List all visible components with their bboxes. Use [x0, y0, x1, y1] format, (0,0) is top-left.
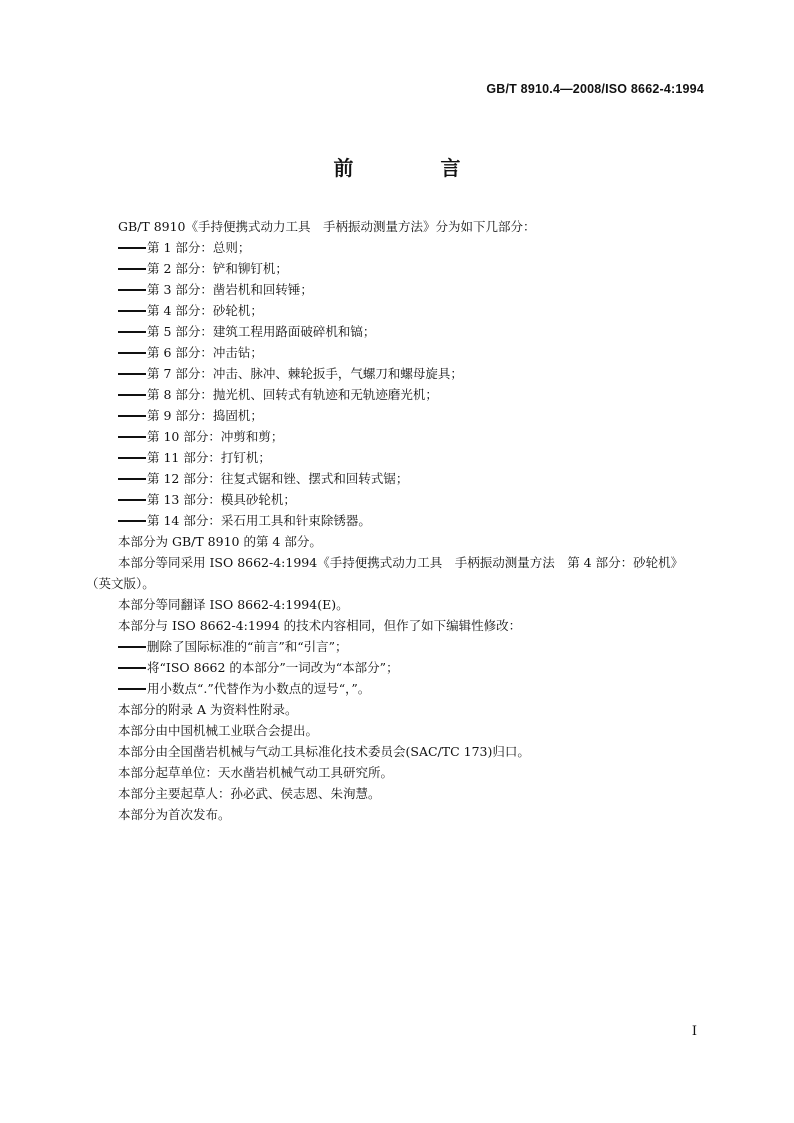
part-list-item-3	[90, 279, 705, 300]
modification-label: 删除了国际标准的“前言”和“引言”；	[147, 639, 348, 654]
dash-mark	[118, 310, 146, 312]
part-list-item-11	[90, 447, 705, 468]
dash-mark	[118, 373, 146, 375]
dash-mark	[118, 499, 146, 501]
foreword-body	[86, 216, 705, 825]
part-list-item-4	[90, 300, 705, 321]
part-label: 第 2 部分：铲和铆钉机；	[147, 261, 288, 276]
drafters-paragraph: 本部分主要起草人：孙必武、侯志恩、朱洵慧。	[118, 786, 381, 801]
dash-mark	[118, 331, 146, 333]
part-label: 第 7 部分：冲击、脉冲、棘轮扳手，气螺刀和螺母旋具；	[147, 366, 463, 381]
part-label: 第 8 部分：抛光机、回转式有轨迹和无轨迹磨光机；	[147, 387, 438, 402]
annex-paragraph: 本部分的附录 A 为资料性附录。	[118, 702, 298, 717]
dash-mark	[118, 520, 146, 522]
part-label: 第 10 部分：冲剪和剪；	[147, 429, 284, 444]
adoption-paragraph: 本部分等同采用 ISO 8662-4:1994《手持便携式动力工具 手柄振动测量方法 第 4 部分：砂轮机》	[118, 555, 684, 570]
dash-mark	[118, 352, 146, 354]
dash-mark	[118, 394, 146, 396]
part-list-item-6	[90, 342, 705, 363]
dash-mark	[118, 415, 146, 417]
part-list-item-7	[90, 363, 705, 384]
part-label: 第 4 部分：砂轮机；	[147, 303, 263, 318]
translation-paragraph: 本部分等同翻译 ISO 8662-4:1994(E)。	[118, 597, 349, 612]
part-list-item-8	[90, 384, 705, 405]
part-list-item-13	[90, 489, 705, 510]
dash-mark	[118, 289, 146, 291]
part-label: 第 13 部分：模具砂轮机；	[147, 492, 296, 507]
intro-paragraph: GB/T 8910《手持便携式动力工具 手柄振动测量方法》分为如下几部分：	[118, 219, 536, 234]
dash-mark	[118, 268, 146, 270]
dash-mark	[118, 436, 146, 438]
part-label: 第 6 部分：冲击钻；	[147, 345, 263, 360]
modification-item-2	[90, 657, 705, 678]
modification-item-1	[90, 636, 705, 657]
dash-mark	[118, 667, 146, 669]
part-list-item-2	[90, 258, 705, 279]
managed-by-paragraph: 本部分由全国凿岩机械与气动工具标准化技术委员会(SAC/TC 173)归口。	[118, 744, 530, 759]
part-list-item-9	[90, 405, 705, 426]
page-number: I	[691, 1024, 697, 1039]
part-list-item-10	[90, 426, 705, 447]
modification-label: 将“ISO 8662 的本部分”一词改为“本部分”；	[147, 660, 399, 675]
standard-number-header: GB/T 8910.4—2008/ISO 8662-4:1994	[486, 82, 704, 96]
dash-mark	[118, 478, 146, 480]
part-list-item-5	[90, 321, 705, 342]
adoption-paragraph-continuation: （英文版）。	[86, 576, 155, 591]
part-label: 第 11 部分：打钉机；	[147, 450, 271, 465]
modification-item-3	[90, 678, 705, 699]
part-label: 第 12 部分：往复式锯和锉、摆式和回转式锯；	[147, 471, 409, 486]
page-title: 前 言	[333, 156, 501, 180]
dash-mark	[118, 247, 146, 249]
part-label: 第 3 部分：凿岩机和回转锤；	[147, 282, 313, 297]
part-list-item-12	[90, 468, 705, 489]
modification-label: 用小数点“.”代替作为小数点的逗号“，”。	[147, 681, 371, 696]
proposed-by-paragraph: 本部分由中国机械工业联合会提出。	[118, 723, 319, 738]
modifications-intro-paragraph: 本部分与 ISO 8662-4:1994 的技术内容相同，但作了如下编辑性修改：	[118, 618, 522, 633]
part-label: 第 9 部分：捣固机；	[147, 408, 263, 423]
part-label: 第 14 部分：采石用工具和针束除锈器。	[147, 513, 371, 528]
part-list-item-14	[90, 510, 705, 531]
part-label: 第 5 部分：建筑工程用路面破碎机和镐；	[147, 324, 376, 339]
this-part-paragraph: 本部分为 GB/T 8910 的第 4 部分。	[118, 534, 322, 549]
drafting-unit-paragraph: 本部分起草单位：天水凿岩机械气动工具研究所。	[118, 765, 394, 780]
part-label: 第 1 部分：总则；	[147, 240, 251, 255]
dash-mark	[118, 688, 146, 690]
part-list-item-1	[90, 237, 705, 258]
dash-mark	[118, 646, 146, 648]
first-release-paragraph: 本部分为首次发布。	[118, 807, 231, 822]
dash-mark	[118, 457, 146, 459]
